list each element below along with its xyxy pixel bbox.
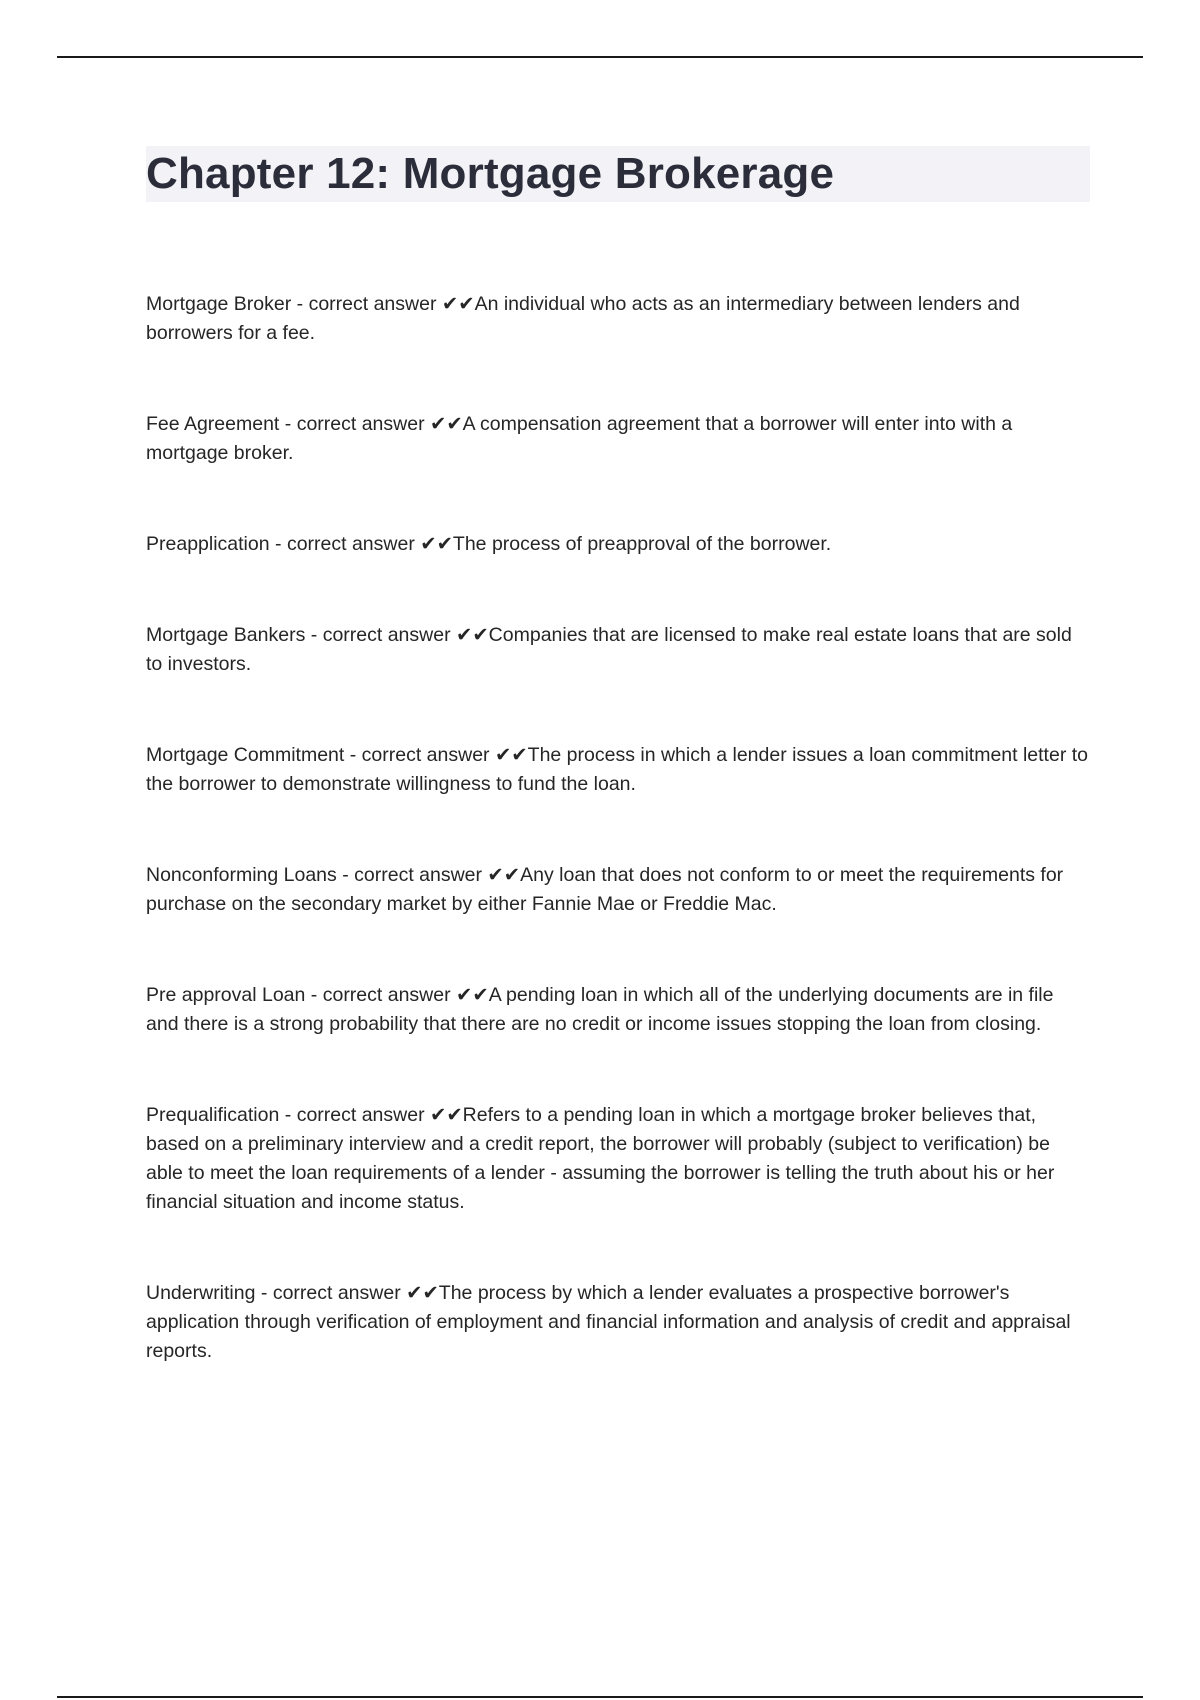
answer-label: correct answer [322, 984, 451, 1006]
entry-separator: - [279, 1104, 297, 1126]
entry-separator: - [305, 624, 323, 646]
flashcard-entry [146, 410, 1090, 468]
entry-separator: - [255, 1282, 273, 1304]
flashcard-entry [146, 981, 1090, 1039]
title-band [146, 146, 1090, 202]
flashcard-entry [146, 1101, 1090, 1217]
flashcard-entry [146, 530, 1090, 559]
entry-definition: An individual who acts as an intermediary between lenders and borrowers for a fee. [146, 293, 1020, 344]
entry-separator: - [344, 744, 362, 766]
entry-separator: - [279, 413, 297, 435]
entry-term: Underwriting [146, 1282, 256, 1304]
entry-term: Pre approval Loan [146, 984, 306, 1006]
entry-term: Mortgage Broker [146, 293, 292, 315]
entry-definition: A pending loan in which all of the underlying documents are in file and there is a strong probability that there are no credit or income issues stopping the loan from closing. [146, 984, 1054, 1035]
entry-definition: The process of preapproval of the borrower. [452, 533, 832, 555]
answer-label: correct answer [322, 624, 451, 646]
flashcard-entry [146, 861, 1090, 919]
top-rule [57, 56, 1143, 58]
entry-separator: - [336, 864, 355, 886]
entry-term: Nonconforming Loans [146, 864, 337, 886]
answer-label: correct answer [286, 533, 415, 555]
entry-separator: - [291, 293, 309, 315]
page-title: Chapter 12: Mortgage Brokerage [146, 149, 835, 198]
flashcard-entry [146, 290, 1090, 348]
entry-term: Preapplication [146, 533, 270, 555]
flashcard-list [146, 290, 1090, 1366]
double-check-icon: ✔✔ [489, 744, 528, 766]
entry-term: Fee Agreement [146, 413, 280, 435]
entry-term: Mortgage Bankers [146, 624, 306, 646]
answer-label: correct answer [354, 864, 483, 886]
double-check-icon: ✔✔ [482, 864, 521, 886]
double-check-icon: ✔✔ [450, 984, 489, 1006]
entry-definition: Any loan that does not conform to or meet the requirements for purchase on the secondary market by either Fannie Mae or Freddie Mac. [146, 864, 1064, 915]
double-check-icon: ✔✔ [400, 1282, 439, 1304]
double-check-icon: ✔✔ [424, 1104, 463, 1126]
entry-definition: A compensation agreement that a borrower will enter into with a mortgage broker. [146, 413, 1013, 464]
answer-label: correct answer [296, 1104, 425, 1126]
entry-term: Prequalification [146, 1104, 280, 1126]
flashcard-entry [146, 1279, 1090, 1366]
double-check-icon: ✔✔ [436, 293, 475, 315]
entry-definition: Companies that are licensed to make real estate loans that are sold to investors. [146, 624, 1072, 675]
document-body [146, 146, 1090, 1428]
bottom-rule [57, 1696, 1143, 1698]
double-check-icon: ✔✔ [414, 533, 453, 555]
entry-definition: Refers to a pending loan in which a mortgage broker believes that, based on a preliminary interview and a credit report, the borrower will probably (subject to verification) be able to meet the loan requirements of a lender - assuming the borrower is telling the truth about his or her financial situation and income status. [146, 1104, 1055, 1213]
double-check-icon: ✔✔ [450, 624, 489, 646]
entry-term: Mortgage Commitment [146, 744, 345, 766]
flashcard-entry [146, 741, 1090, 799]
answer-label: correct answer [361, 744, 490, 766]
answer-label: correct answer [308, 293, 437, 315]
answer-label: correct answer [296, 413, 425, 435]
flashcard-entry [146, 621, 1090, 679]
entry-definition: The process in which a lender issues a loan commitment letter to the borrower to demonstrate willingness to fund the loan. [146, 744, 1088, 795]
double-check-icon: ✔✔ [424, 413, 463, 435]
entry-separator: - [305, 984, 323, 1006]
entry-separator: - [269, 533, 287, 555]
entry-definition: The process by which a lender evaluates a prospective borrower's application through verification of employment and financial information and analysis of credit and appraisal reports. [146, 1282, 1071, 1362]
answer-label: correct answer [272, 1282, 401, 1304]
